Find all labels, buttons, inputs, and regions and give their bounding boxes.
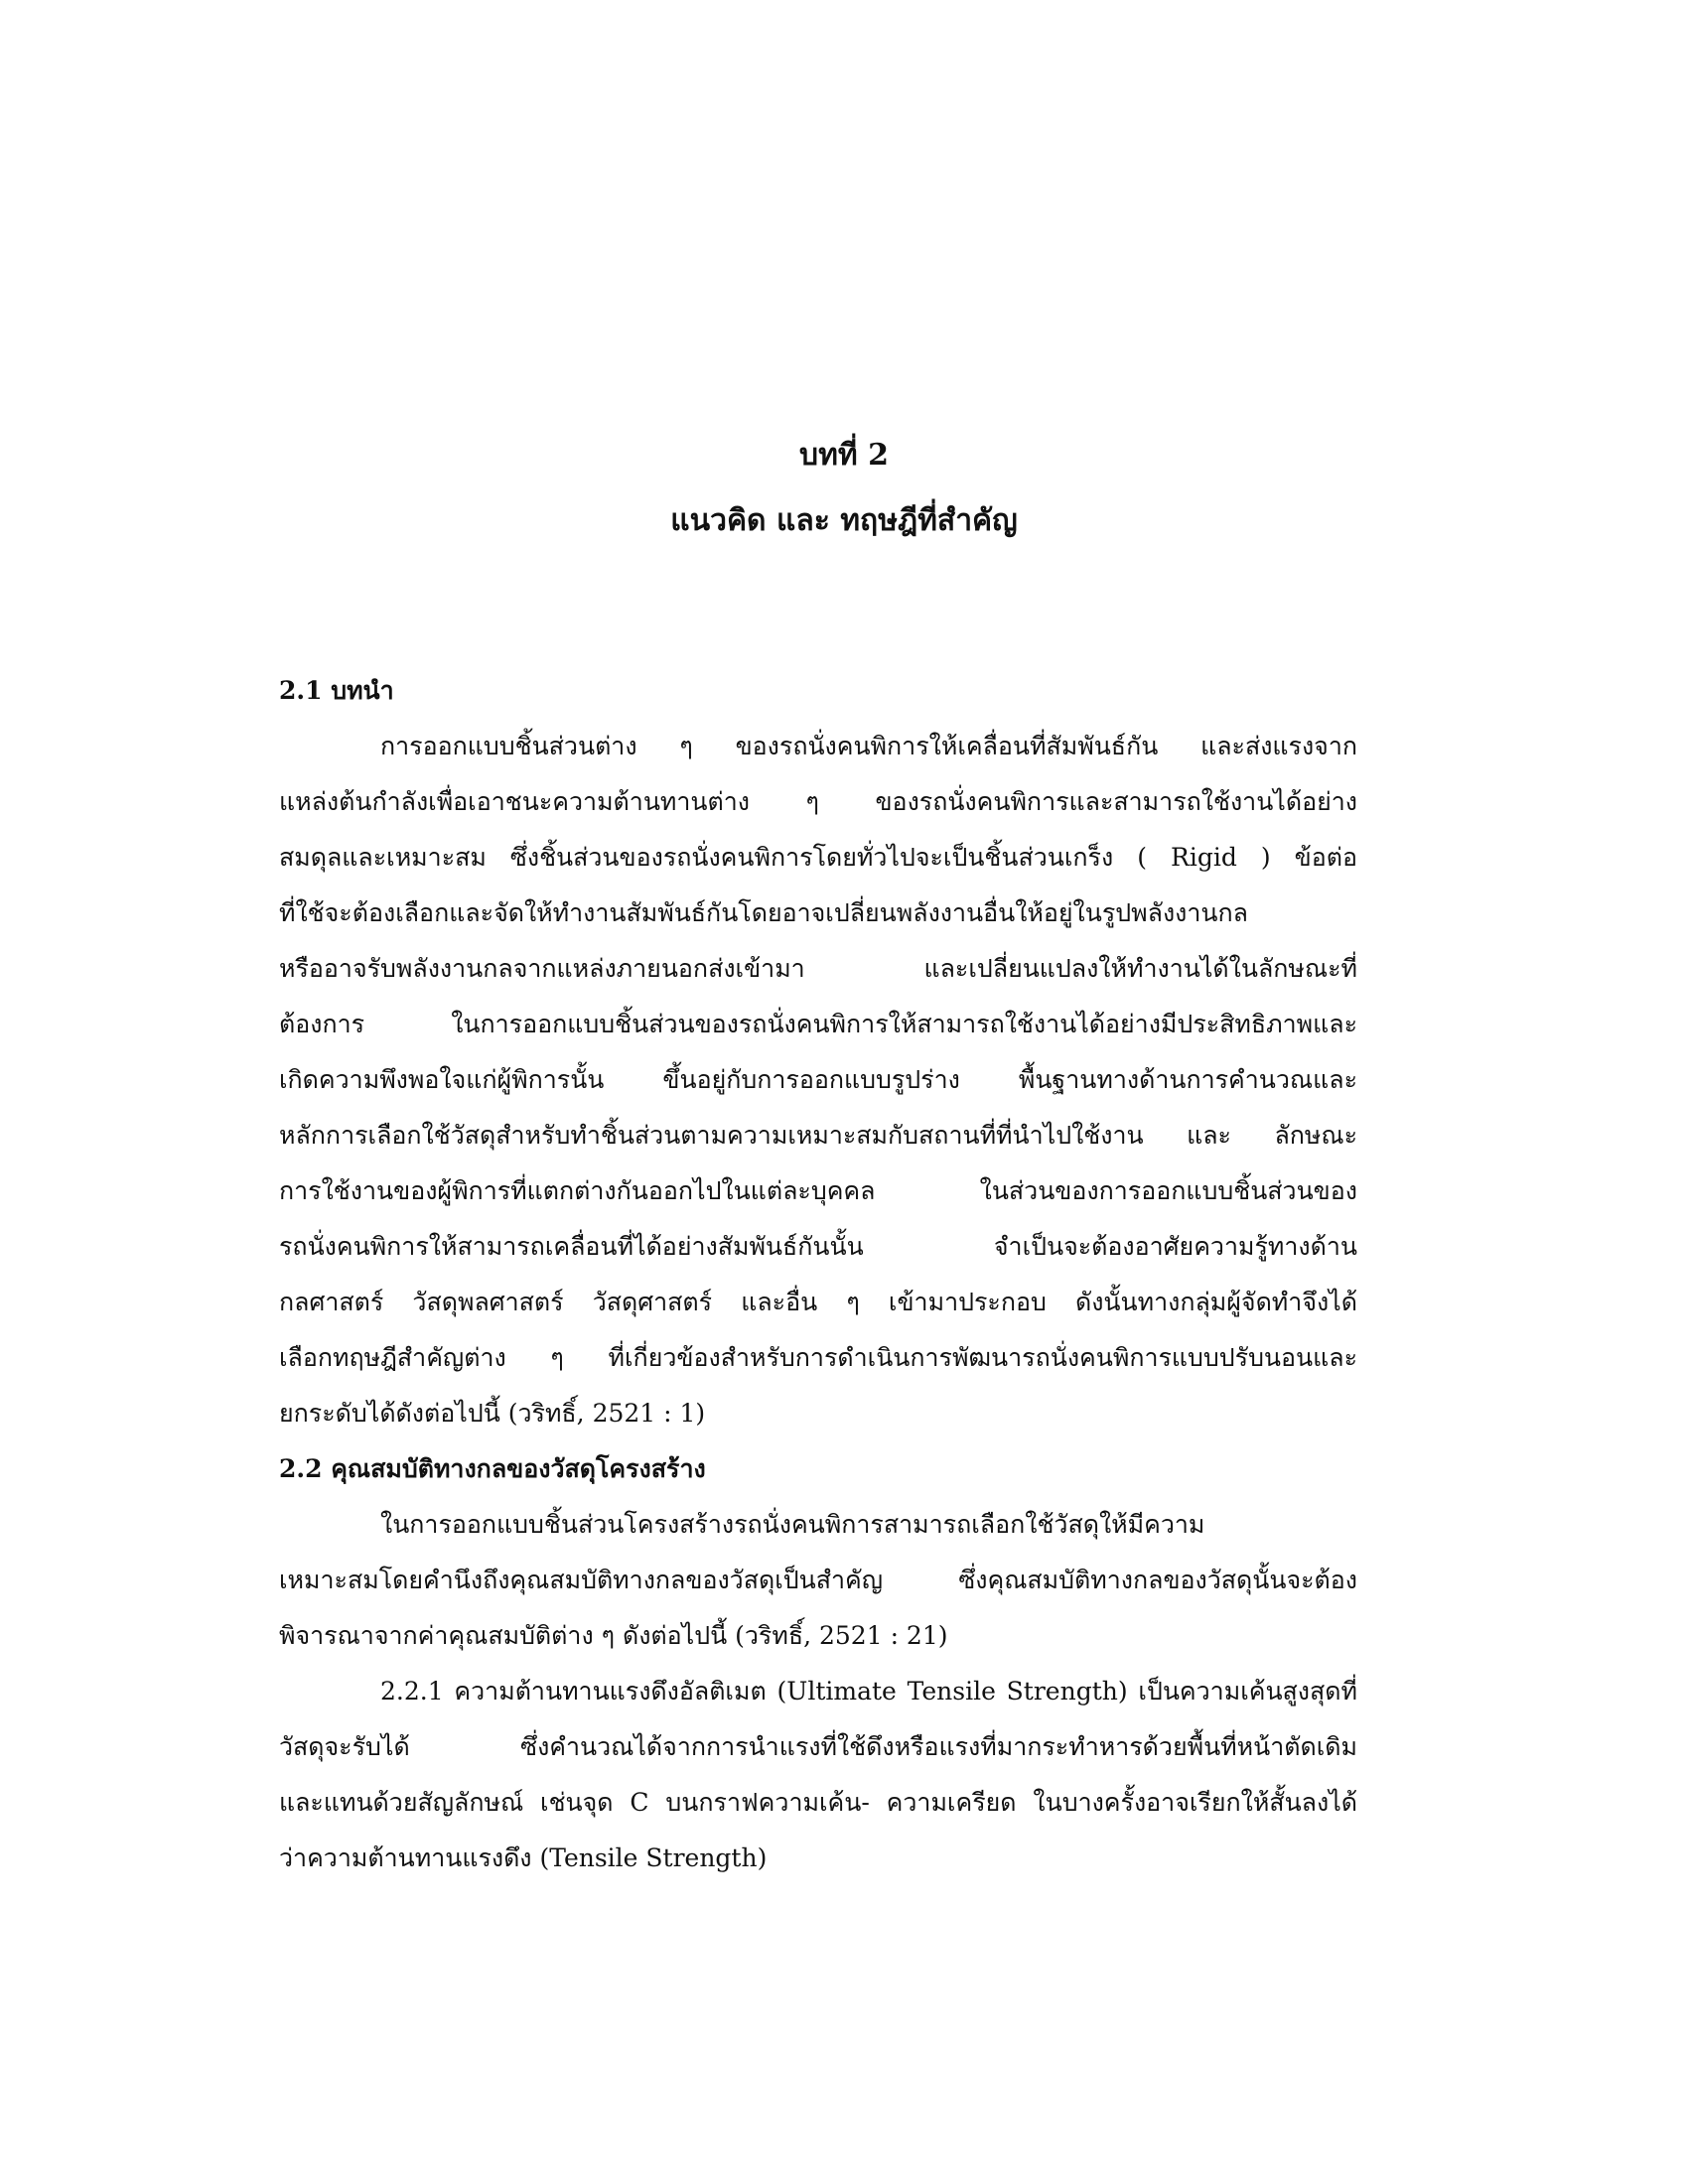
chapter-number: บทที่ 2 <box>799 438 889 473</box>
paragraph-line: การใช้งานของผู้พิการที่แตกต่างกันออกไปในแต่ละบุคคล ในส่วนของการออกแบบชิ้นส่วนของ <box>279 1176 1357 1205</box>
paragraph-line: ต้องการ ในการออกแบบชิ้นส่วนของรถนั่งคนพิการให้สามารถใช้งานได้อย่างมีประสิทธิภาพและ <box>279 1010 1357 1038</box>
paragraph-line: วัสดุจะรับได้ ซึ่งคำนวณได้จากการนำแรงที่ใช้ดึงหรือแรงที่มากระทำหารด้วยพื้นที่หน้าตัดเดิม <box>279 1732 1357 1761</box>
paragraph-line: การออกแบบชิ้นส่วนต่าง ๆ ของรถนั่งคนพิการให้เคลื่อนที่สัมพันธ์กัน และส่งแรงจาก <box>380 732 1357 760</box>
paragraph-line: และแทนด้วยสัญลักษณ์ เช่นจุด C บนกราฟความเค้น- ความเครียด ในบางครั้งอาจเรียกให้สั้นลงได้ <box>279 1788 1357 1817</box>
chapter-title: แนวคิด และ ทฤษฎีที่สำคัญ <box>670 503 1018 538</box>
paragraph-line: เกิดความพึงพอใจแก่ผู้พิการนั้น ขึ้นอยู่กับการออกแบบรูปร่าง พื้นฐานทางด้านการคำนวณและ <box>279 1065 1357 1094</box>
paragraph-line: ว่าความต้านทานแรงดึง (Tensile Strength) <box>279 1843 768 1872</box>
section-heading-2-2: 2.2 คุณสมบัติทางกลของวัสดุโครงสร้าง <box>279 1454 706 1483</box>
paragraph-line: เลือกทฤษฎีสำคัญต่าง ๆ ที่เกี่ยวข้องสำหรับการดำเนินการพัฒนารถนั่งคนพิการแบบปรับนอนและ <box>279 1343 1357 1372</box>
paragraph-line: กลศาสตร์ วัสดุพลศาสตร์ วัสดุศาสตร์ และอื่น ๆ เข้ามาประกอบ ดังนั้นทางกลุ่มผู้จัดทำจึงได้ <box>279 1288 1357 1316</box>
paragraph-line: พิจารณาจากค่าคุณสมบัติต่าง ๆ ดังต่อไปนี้ (วริทธิ์, 2521 : 21) <box>279 1621 948 1650</box>
paragraph-line: แหล่งต้นกำลังเพื่อเอาชนะความต้านทานต่าง ๆ ของรถนั่งคนพิการและสามารถใช้งานได้อย่าง <box>279 787 1357 816</box>
paragraph-line: หรืออาจรับพลังงานกลจากแหล่งภายนอกส่งเข้ามา และเปลี่ยนแปลงให้ทำงานได้ในลักษณะที่ <box>279 954 1357 983</box>
paragraph-line: ในการออกแบบชิ้นส่วนโครงสร้างรถนั่งคนพิการสามารถเลือกใช้วัสดุให้มีความ <box>380 1510 1205 1539</box>
paragraph-line: ที่ใช้จะต้องเลือกและจัดให้ทำงานสัมพันธ์กันโดยอาจเปลี่ยนพลังงานอื่นให้อยู่ในรูปพลังงานกล <box>279 898 1248 927</box>
paragraph-line: 2.2.1 ความต้านทานแรงดึงอัลติเมต (Ultimate Tensile Strength) เป็นความเค้นสูงสุดที่ <box>380 1677 1357 1706</box>
paragraph-line: ยกระดับได้ดังต่อไปนี้ (วริทธิ์, 2521 : 1) <box>279 1399 706 1428</box>
paragraph-line: รถนั่งคนพิการให้สามารถเคลื่อนที่ได้อย่างสัมพันธ์กันนั้น จำเป็นจะต้องอาศัยความรู้ทางด้าน <box>279 1232 1357 1261</box>
section-heading-2-1: 2.1 บทนำ <box>279 676 394 705</box>
document-body <box>279 663 1357 1886</box>
paragraph-line: หลักการเลือกใช้วัสดุสำหรับทำชิ้นส่วนตามความเหมาะสมกับสถานที่ที่นำไปใช้งาน และ ลักษณะ <box>279 1121 1357 1150</box>
paragraph-line: เหมาะสมโดยคำนึงถึงคุณสมบัติทางกลของวัสดุเป็นสำคัญ ซึ่งคุณสมบัติทางกลของวัสดุนั้นจะต้อง <box>279 1566 1357 1594</box>
paragraph-line: สมดุลและเหมาะสม ซึ่งชิ้นส่วนของรถนั่งคนพิการโดยทั่วไปจะเป็นชิ้นส่วนเกร็ง ( Rigid ) ข้อต่อ <box>279 843 1357 872</box>
